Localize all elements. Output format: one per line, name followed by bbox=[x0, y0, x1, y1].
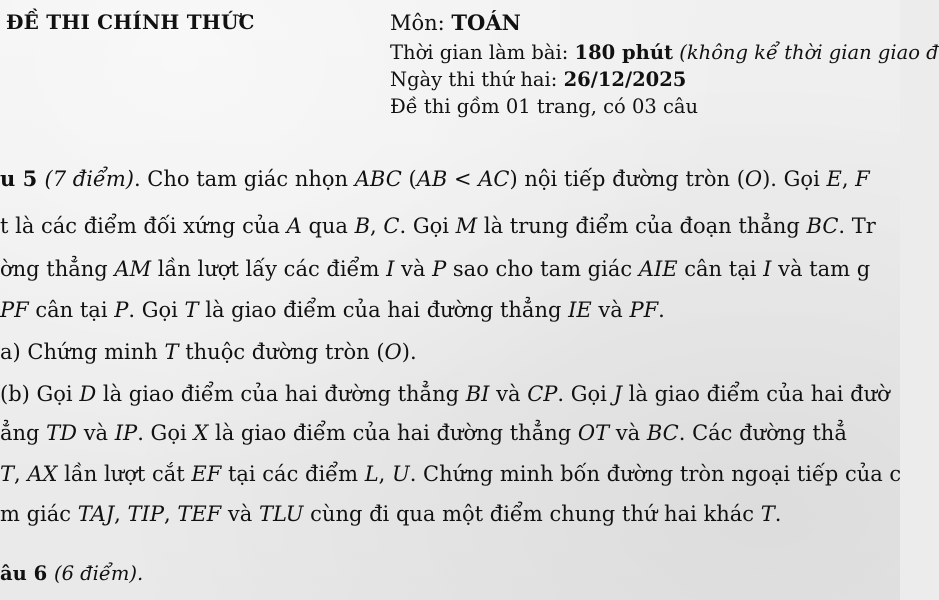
text-run: là giao điểm của hai đường thẳng bbox=[96, 382, 466, 406]
text-run: IE bbox=[568, 298, 592, 322]
text-run: TD bbox=[46, 421, 78, 445]
text-run: và bbox=[489, 382, 528, 406]
text-run: thuộc đường tròn ( bbox=[178, 340, 385, 364]
text-run: ờng thẳng bbox=[0, 257, 115, 281]
question6-heading bbox=[0, 564, 143, 584]
time-note: (không kể thời gian giao đ bbox=[673, 41, 939, 64]
text-run: . Gọi bbox=[137, 421, 194, 445]
text-run: AM bbox=[114, 257, 152, 281]
text-run: cùng đi qua một điểm chung thứ hai khác bbox=[303, 502, 761, 526]
text-run: L bbox=[364, 462, 379, 486]
subject-label: Môn: bbox=[390, 11, 452, 35]
text-run: sao cho tam giác bbox=[446, 257, 639, 281]
text-run: PF bbox=[629, 298, 659, 322]
text-run: lần lượt lấy các điểm bbox=[151, 257, 387, 281]
text-run: P bbox=[114, 298, 129, 322]
text-run: . Chứng minh bốn đường tròn ngoại tiếp của c bbox=[409, 462, 902, 486]
text-run: O bbox=[384, 340, 402, 364]
text-run: ( bbox=[401, 167, 417, 191]
text-run: O bbox=[744, 167, 763, 191]
text-run: là trung điểm của đoạn thẳng bbox=[477, 214, 807, 238]
text-run: qua bbox=[301, 214, 355, 238]
text-run: là giao điểm của hai đường thẳng bbox=[208, 421, 578, 445]
text-run: BC bbox=[806, 214, 839, 238]
text-run: u 5 bbox=[0, 166, 45, 191]
text-run: ) nội tiếp đường tròn ( bbox=[509, 167, 745, 191]
text-run: . bbox=[774, 502, 782, 526]
date-label: Ngày thi thứ hai: bbox=[390, 68, 564, 91]
text-run: và bbox=[221, 502, 259, 526]
text-run: , bbox=[114, 502, 128, 526]
text-run: là giao điểm của hai đường thẳng bbox=[198, 298, 569, 322]
text-run: . Cho tam giác nhọn bbox=[133, 167, 355, 191]
text-run: AX bbox=[27, 462, 58, 486]
text-run: , bbox=[378, 462, 392, 486]
time-label: Thời gian làm bài: bbox=[390, 41, 575, 64]
text-run: D bbox=[79, 382, 97, 406]
text-run: E bbox=[826, 167, 842, 191]
question5-part-a bbox=[0, 342, 417, 363]
text-run: AC bbox=[478, 167, 510, 191]
question5-part-b-line-3 bbox=[0, 464, 901, 485]
text-run: ). bbox=[401, 340, 417, 364]
text-run: IP bbox=[114, 421, 138, 445]
text-run: F bbox=[855, 167, 870, 191]
text-run: T bbox=[760, 502, 775, 526]
text-run: ABC bbox=[354, 167, 402, 191]
text-run: < bbox=[447, 167, 479, 191]
text-run: U bbox=[392, 462, 410, 486]
question5-part-b-line-1 bbox=[0, 384, 890, 405]
text-run: TAJ bbox=[77, 502, 115, 526]
text-run: J bbox=[613, 382, 622, 406]
text-run: P bbox=[432, 257, 447, 281]
text-run: B bbox=[354, 214, 371, 238]
text-run: . Gọi bbox=[128, 298, 185, 322]
text-run: . Tr bbox=[838, 214, 876, 238]
text-run: là giao điểm của hai đườ bbox=[622, 382, 890, 406]
text-run: cân tại bbox=[677, 257, 764, 281]
text-run: , bbox=[14, 462, 28, 486]
text-run: . Các đường thẳ bbox=[678, 421, 847, 445]
text-run: , bbox=[163, 502, 178, 526]
pages-info-line: Đề thi gồm 01 trang, có 03 câu bbox=[390, 95, 699, 118]
text-run: và bbox=[591, 298, 630, 322]
text-run: TEF bbox=[177, 502, 222, 526]
text-run: BI bbox=[465, 382, 490, 406]
question5-line-4 bbox=[0, 300, 665, 321]
subject-line bbox=[390, 12, 521, 34]
text-run: và bbox=[394, 257, 433, 281]
question5-line-2 bbox=[0, 216, 876, 237]
exam-date-line bbox=[390, 70, 686, 90]
text-run: CP bbox=[527, 382, 558, 406]
time-value: 180 phút bbox=[574, 41, 674, 64]
text-run: TLU bbox=[258, 502, 304, 526]
text-run: m giác bbox=[0, 502, 78, 526]
text-run: . Gọi bbox=[557, 382, 614, 406]
subject-value: TOÁN bbox=[451, 10, 521, 35]
text-run: cân tại bbox=[28, 298, 115, 322]
text-run: . Gọi bbox=[399, 214, 456, 238]
text-run: , bbox=[370, 214, 384, 238]
text-run: và tam g bbox=[771, 257, 871, 281]
text-run: a) Chứng minh bbox=[0, 340, 165, 364]
text-run: , bbox=[841, 167, 856, 191]
question5-part-b-line-2 bbox=[0, 423, 847, 444]
text-run: BC bbox=[646, 421, 679, 445]
question5-line-1 bbox=[0, 168, 870, 190]
time-line bbox=[390, 43, 939, 63]
text-run: TIP bbox=[127, 502, 164, 526]
text-run: T bbox=[0, 462, 15, 486]
text-run: C bbox=[383, 214, 400, 238]
text-run: và bbox=[77, 421, 115, 445]
text-run: lần lượt cắt bbox=[57, 462, 192, 486]
text-run: X bbox=[193, 421, 209, 445]
text-run: T bbox=[164, 340, 179, 364]
text-run: AB bbox=[416, 167, 448, 191]
text-run: (6 điểm). bbox=[53, 562, 144, 585]
text-run: ). Gọi bbox=[762, 167, 827, 191]
text-run: T bbox=[184, 298, 199, 322]
text-run: A bbox=[286, 214, 302, 238]
text-run: (7 điểm) bbox=[44, 167, 134, 191]
text-run: âu 6 bbox=[0, 562, 54, 585]
text-run: PF bbox=[0, 298, 29, 322]
text-run: M bbox=[455, 214, 478, 238]
official-exam-title: ĐỀ THI CHÍNH THỨC bbox=[6, 10, 255, 34]
text-run: ẳng bbox=[0, 421, 47, 445]
text-run: và bbox=[609, 421, 647, 445]
text-run: I bbox=[763, 257, 772, 281]
text-run: tại các điểm bbox=[221, 462, 365, 486]
text-run: t là các điểm đối xứng của bbox=[0, 214, 287, 238]
text-run: AIE bbox=[638, 257, 678, 281]
text-run: I bbox=[386, 257, 395, 281]
text-run: (b) Gọi bbox=[0, 382, 80, 406]
question5-line-3 bbox=[0, 259, 870, 280]
text-run: OT bbox=[577, 421, 610, 445]
text-run: . bbox=[658, 298, 665, 322]
date-value: 26/12/2025 bbox=[563, 68, 687, 91]
question5-part-b-line-4 bbox=[0, 504, 781, 525]
text-run: EF bbox=[191, 462, 222, 486]
